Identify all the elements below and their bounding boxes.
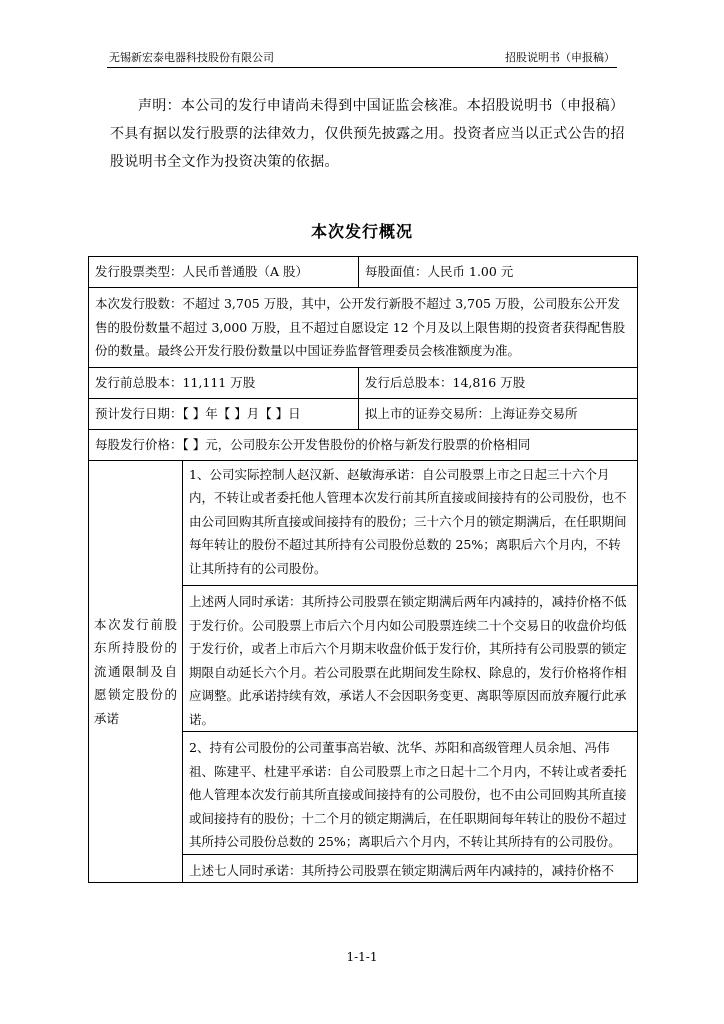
table-row [89,398,638,429]
lockup-commitment-1: 1、公司实际控制人赵汉新、赵敏海承诺：自公司股票上市之日起三十六个月内，不转让或者委托他人管理本次发行前其所直接或间接持有的公司股份，也不由公司回购其所直接或间接持有的股份；三十六个月的锁定期满后，在任职期间每年转让的股份不超过其所持有公司股份总数的 25%；离职后六个月内，不转让其所持有的公司股份。 [189,466,627,576]
pre-capital-cell: 发行前总股本：11,111 万股 [89,367,359,398]
post-capital-cell: 发行后总股本：14,816 万股 [359,367,638,398]
lockup-commitment-4: 上述七人同时承诺：其所持公司股票在锁定期满后两年内减持的，减持价格不 [183,854,637,883]
page-number: 1-1-1 [346,950,378,964]
header-rule [107,67,617,68]
disclaimer-statement: 声明：本公司的发行申请尚未得到中国证监会核准。本招股说明书（申报稿）不具有据以发行股票的法律效力，仅供预先披露之用。投资者应当以正式公告的招股说明书全文作为投资决策的依据。 [110,98,625,170]
table-row [89,288,638,368]
stock-type-cell: 发行股票类型：人民币普通股（A 股） [89,257,359,288]
header-company: 无锡新宏泰电器科技股份有限公司 [109,51,274,64]
par-value-cell: 每股面值：人民币 1.00 元 [359,257,638,288]
lockup-commitment-3: 2、持有公司股份的公司董事高岩敏、沈华、苏阳和高级管理人员余旭、冯伟祖、陈建平、杜建平承诺：自公司股票上市之日起十二个月内，不转让或者委托他人管理本次发行前其所直接或间接持有的公司股份，也不由公司回购其所直接或间接持有的股份；十二个月的锁定期满后，在任职期间每年转让的股份不超过其所持公司股份总数的 25%；离职后六个月内，不转让其所持有的公司股份。 [183,731,637,854]
table-row [89,257,638,288]
lockup-commitments-cell [183,460,638,883]
lockup-label-cell: 本次发行前股东所持股份的流通限制及自愿锁定股份的承诺 [89,460,183,883]
header-doc-type: 招股说明书（申报稿） [505,51,615,64]
table-row [89,429,638,460]
exchange-cell: 拟上市的证券交易所：上海证券交易所 [359,398,638,429]
issue-price-cell: 每股发行价格：【 】元，公司股东公开发售股份的价格与新发行股票的价格相同 [89,429,638,460]
lockup-commitment-2: 上述两人同时承诺：其所持公司股票在锁定期满后两年内减持的，减持价格不低于发行价。公司股票上市后六个月内如公司股票连续二十个交易日的收盘价均低于发行价，或者上市后六个月期末收盘价低于发行价，其所持有公司股票的锁定期限自动延长六个月。若公司股票在此期间发生除权、除息的，发行价格将作相应调整。此承诺持续有效，承诺人不会因职务变更、离职等原因而放弃履行此承诺。 [183,585,637,731]
section-title: 本次发行概况 [310,222,413,241]
table-row [89,367,638,398]
issue-date-cell: 预计发行日期：【 】年【 】月【 】日 [89,398,359,429]
page-header [107,50,617,66]
issue-count-cell: 本次发行股数：不超过 3,705 万股，其中，公开发行新股不超过 3,705 万股，公司股东公开发售的股份数量不超过 3,000 万股，且不超过自愿设定 12 个月及以上限售期的投资者获得配售股份的数量。最终公开发行股份数量以中国证券监督管理委员会核准额度为准。 [89,288,638,368]
offering-summary-table [88,256,638,883]
table-row [89,460,638,883]
